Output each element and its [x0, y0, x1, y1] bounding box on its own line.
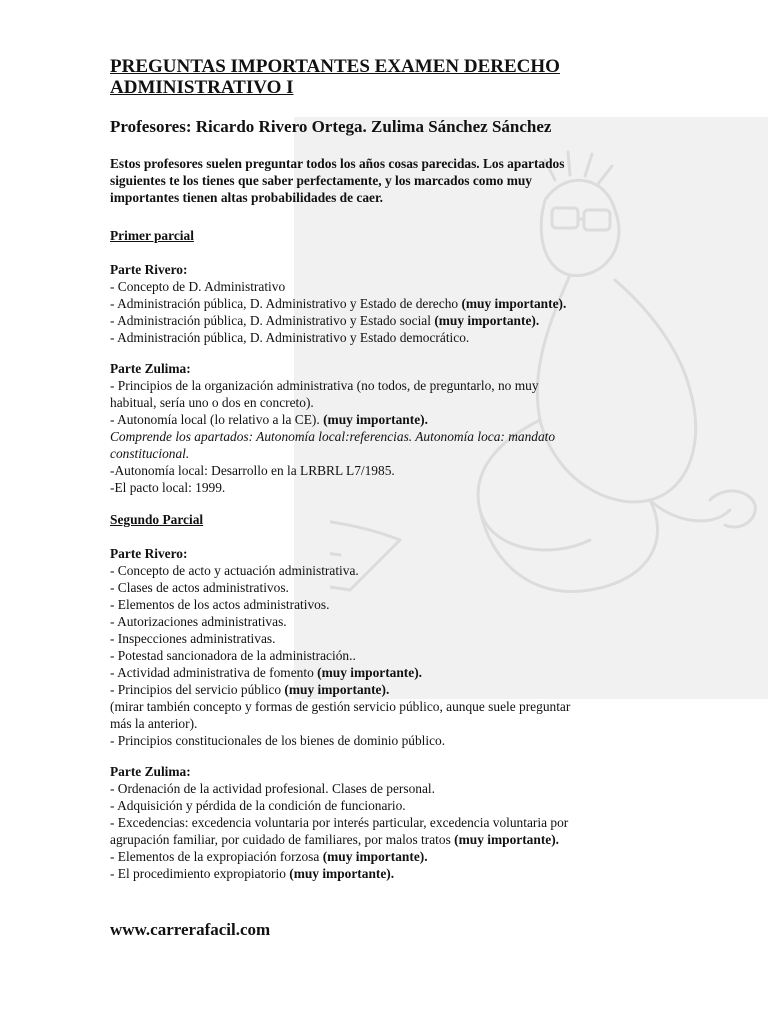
list-item: - Principios de la organización administrativa (no todos, de preguntarlo, no muy — [110, 378, 539, 393]
list-item: - Principios constitucionales de los bienes de dominio público. — [110, 733, 446, 748]
list-item: - Concepto de acto y actuación administrativa. — [110, 563, 359, 578]
list-item: - Clases de actos administrativos. — [110, 580, 289, 595]
list-item: - Potestad sancionadora de la administración.. — [110, 648, 356, 663]
list-item: - Excedencias: excedencia voluntaria por interés particular, excedencia voluntaria por — [110, 815, 569, 830]
list-item: - Inspecciones administrativas. — [110, 631, 276, 646]
primer-rivero-section — [110, 261, 670, 346]
section-heading-primer-parcial: Primer parcial — [110, 228, 194, 243]
list-item: Comprende los apartados: Autonomía local:referencias. Autonomía loca: mandato — [110, 429, 556, 444]
primer-zulima-section — [110, 360, 670, 496]
list-item: - Principios del servicio público (muy importante). — [110, 682, 390, 697]
list-item: habitual, sería uno o dos en concreto). — [110, 395, 314, 410]
segundo-zulima-section — [110, 763, 670, 882]
list-item: - Ordenación de la actividad profesional. Clases de personal. — [110, 781, 435, 796]
document-title — [110, 56, 670, 98]
subsection-heading: Parte Rivero: — [110, 262, 188, 277]
subsection-heading: Parte Zulima: — [110, 764, 191, 779]
subsection-heading: Parte Rivero: — [110, 546, 188, 561]
title-line-1: PREGUNTAS IMPORTANTES EXAMEN DERECHO — [110, 56, 560, 77]
professors-subtitle: Profesores: Ricardo Rivero Ortega. Zulima Sánchez Sánchez — [110, 117, 552, 136]
list-item: - Administración pública, D. Administrativo y Estado social (muy importante). — [110, 313, 540, 328]
list-item: - Administración pública, D. Administrativo y Estado democrático. — [110, 330, 470, 345]
list-item: - Adquisición y pérdida de la condición de funcionario. — [110, 798, 406, 813]
list-item: -Autonomía local: Desarrollo en la LRBRL L7/1985. — [110, 463, 395, 478]
subsection-heading: Parte Zulima: — [110, 361, 191, 376]
title-line-2: ADMINISTRATIVO I — [110, 77, 294, 98]
website-footer: www.carrerafacil.com — [110, 920, 271, 939]
list-item: - Administración pública, D. Administrativo y Estado de derecho (muy importante). — [110, 296, 567, 311]
list-item: agrupación familiar, por cuidado de familiares, por malos tratos (muy importante). — [110, 832, 560, 847]
list-item: - Actividad administrativa de fomento (muy importante). — [110, 665, 423, 680]
section-heading-segundo-parcial: Segundo Parcial — [110, 512, 204, 527]
intro-paragraph: Estos profesores suelen preguntar todos los años cosas parecidas. Los apartados siguientes te los tienes que saber perfectamente, y los marcados como muy importantes tienen altas probabilidades de caer. — [110, 156, 565, 205]
list-item: constitucional. — [110, 446, 190, 461]
segundo-rivero-section — [110, 545, 670, 749]
list-item: (mirar también concepto y formas de gestión servicio público, aunque suele preguntar — [110, 699, 571, 714]
list-item: más la anterior). — [110, 716, 198, 731]
list-item: - Autorizaciones administrativas. — [110, 614, 287, 629]
list-item: - El procedimiento expropiatorio (muy importante). — [110, 866, 395, 881]
list-item: - Autonomía local (lo relativo a la CE). (muy importante). — [110, 412, 428, 427]
list-item: - Concepto de D. Administrativo — [110, 279, 286, 294]
list-item: - Elementos de la expropiación forzosa (muy importante). — [110, 849, 428, 864]
list-item: -El pacto local: 1999. — [110, 480, 226, 495]
list-item: - Elementos de los actos administrativos. — [110, 597, 330, 612]
